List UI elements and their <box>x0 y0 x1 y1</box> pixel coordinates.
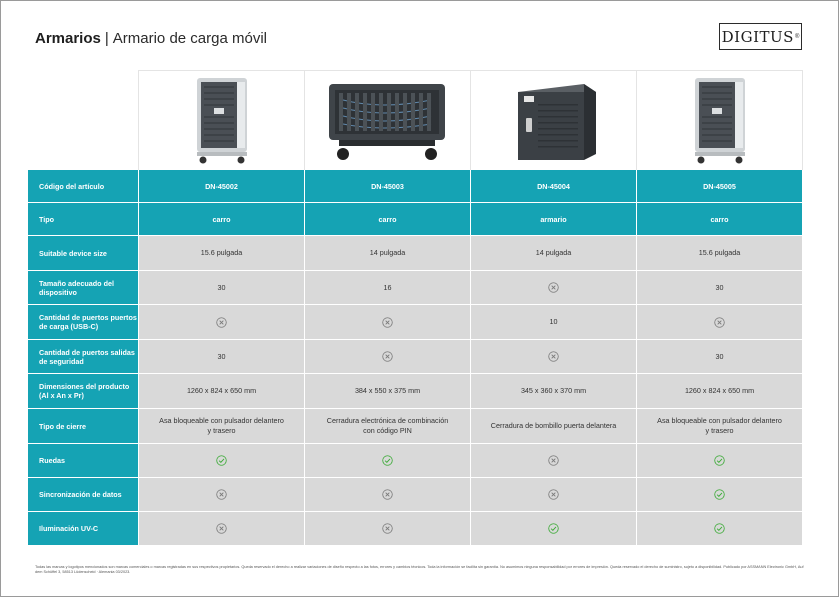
value-cell <box>305 512 471 546</box>
spec-row-lock <box>28 409 803 444</box>
product-image-cell <box>637 71 803 170</box>
product-image-cell <box>471 71 637 170</box>
value-cell <box>139 305 305 340</box>
cross-circle-icon <box>548 351 559 362</box>
row-label: Cantidad de puertos salidas de seguridad <box>28 340 139 374</box>
page-subtitle: Armario de carga móvil <box>112 30 267 47</box>
cross-circle-icon <box>548 489 559 500</box>
value-cell <box>305 340 471 374</box>
value-cell <box>471 512 637 546</box>
check-circle-icon <box>216 455 227 466</box>
cross-circle-icon <box>216 523 227 534</box>
legal-footer: Todas las marcas y logotipos mencionados son marcas comerciales o marcas registradas en sus respectivos propietarios. Queda reservado el derecho a realizar variaciones de diseño respecto a las fotos, errores y cambios técnicos. Toda la información se facilita sin garantía. No asumimos ninguna responsabilidad por errores de impresión. Queda reservado el derecho de suministro, sujeto a disponibilidad. Publicado por ASSMANN Electronic GmbH, Auf dem Schüffel 3, 58513 Lüdenscheid · Alemania 03/2023. <box>35 565 804 574</box>
value-cell <box>637 305 803 340</box>
cross-circle-icon <box>548 282 559 293</box>
value-cell <box>637 444 803 478</box>
check-circle-icon <box>382 455 393 466</box>
category-title: Armarios <box>35 30 101 47</box>
row-label: Iluminación UV-C <box>28 512 139 546</box>
value-cell <box>305 305 471 340</box>
value-cell: 10 <box>471 305 637 340</box>
value-cell: 1260 x 824 x 650 mm <box>637 374 803 409</box>
cross-circle-icon <box>382 317 393 328</box>
cross-circle-icon <box>216 317 227 328</box>
value-cell <box>471 340 637 374</box>
value-cell <box>139 444 305 478</box>
value-cell: armario <box>471 203 637 236</box>
value-cell: Asa bloqueable con pulsador delantero y trasero <box>637 409 803 444</box>
value-cell <box>637 512 803 546</box>
spec-row-device-size <box>28 271 803 305</box>
spec-row-wheels <box>28 444 803 478</box>
value-cell: 30 <box>139 271 305 305</box>
value-cell: carro <box>305 203 471 236</box>
value-cell: 15.6 pulgada <box>139 236 305 271</box>
check-circle-icon <box>548 523 559 534</box>
row-label: Cantidad de puertos puertos de carga (USB-C) <box>28 305 139 340</box>
mobile-cart-cabinet-image <box>637 74 802 166</box>
value-cell: carro <box>637 203 803 236</box>
digitus-logo <box>719 23 802 50</box>
value-cell: Cerradura electrónica de combinación con código PIN <box>305 409 471 444</box>
spec-row-type <box>28 203 803 236</box>
mobile-cart-cabinet-image <box>139 74 304 166</box>
spec-row-dimensions <box>28 374 803 409</box>
page-header <box>35 30 267 48</box>
value-cell <box>637 478 803 512</box>
check-circle-icon <box>714 523 725 534</box>
row-label: Ruedas <box>28 444 139 478</box>
spec-row-data-sync <box>28 478 803 512</box>
row-label: Dimensiones del producto (Al x An x Pr) <box>28 374 139 409</box>
product-image-row <box>28 71 803 170</box>
row-label: Tipo <box>28 203 139 236</box>
value-cell: Asa bloqueable con pulsador delantero y trasero <box>139 409 305 444</box>
cross-circle-icon <box>548 455 559 466</box>
value-cell: 14 pulgada <box>471 236 637 271</box>
value-cell: 14 pulgada <box>305 236 471 271</box>
value-cell: 15.6 pulgada <box>637 236 803 271</box>
row-label: Tamaño adecuado del dispositivo <box>28 271 139 305</box>
cross-circle-icon <box>382 523 393 534</box>
product-image-cell <box>305 71 471 170</box>
product-image-cell <box>139 71 305 170</box>
desktop-cabinet-image <box>471 74 636 166</box>
value-cell: 1260 x 824 x 650 mm <box>139 374 305 409</box>
value-cell <box>305 444 471 478</box>
spec-row-uvc <box>28 512 803 546</box>
value-cell <box>139 512 305 546</box>
value-cell: DN-45005 <box>637 170 803 203</box>
value-cell: DN-45002 <box>139 170 305 203</box>
value-cell: Cerradura de bombillo puerta delantera <box>471 409 637 444</box>
row-label: Sincronización de datos <box>28 478 139 512</box>
value-cell: 384 x 550 x 375 mm <box>305 374 471 409</box>
spec-row-usbc-ports <box>28 305 803 340</box>
value-cell: 30 <box>637 271 803 305</box>
cross-circle-icon <box>216 489 227 500</box>
value-cell <box>471 271 637 305</box>
spec-row-suitable-size <box>28 236 803 271</box>
value-cell: 30 <box>637 340 803 374</box>
value-cell: 30 <box>139 340 305 374</box>
logo-text: DIGITUS <box>721 27 794 46</box>
wide-cart-cabinet-image <box>305 74 470 166</box>
value-cell <box>305 478 471 512</box>
spec-row-security-outlets <box>28 340 803 374</box>
cross-circle-icon <box>714 317 725 328</box>
value-cell: DN-45004 <box>471 170 637 203</box>
value-cell: DN-45003 <box>305 170 471 203</box>
value-cell <box>471 478 637 512</box>
spec-row-code <box>28 170 803 203</box>
value-cell: carro <box>139 203 305 236</box>
row-label: Tipo de cierre <box>28 409 139 444</box>
row-label: Código del artículo <box>28 170 139 203</box>
value-cell <box>471 444 637 478</box>
comparison-table <box>27 70 803 546</box>
empty-corner-cell <box>28 71 139 170</box>
value-cell: 16 <box>305 271 471 305</box>
check-circle-icon <box>714 455 725 466</box>
cross-circle-icon <box>382 351 393 362</box>
title-separator: | <box>104 30 109 47</box>
value-cell: 345 x 360 x 370 mm <box>471 374 637 409</box>
check-circle-icon <box>714 489 725 500</box>
value-cell <box>139 478 305 512</box>
cross-circle-icon <box>382 489 393 500</box>
row-label: Suitable device size <box>28 236 139 271</box>
logo-registered-mark: ® <box>794 33 800 40</box>
